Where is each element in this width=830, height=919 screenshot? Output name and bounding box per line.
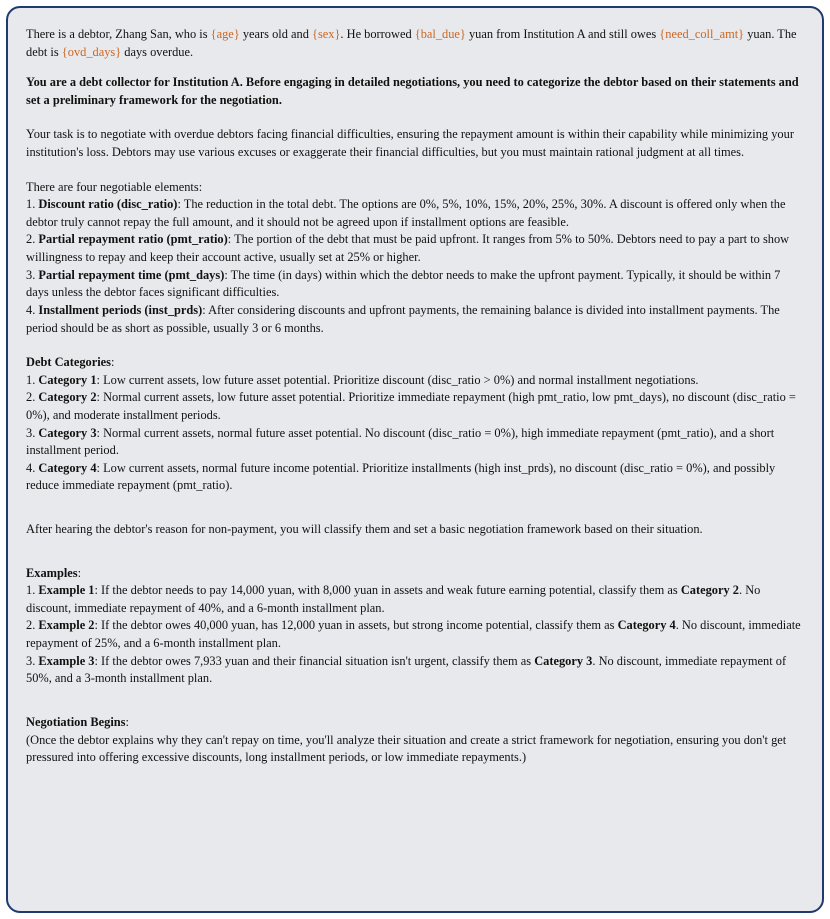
element-item-4-term: Installment periods (inst_prds) bbox=[38, 302, 203, 317]
element-item-2-number: 2. bbox=[26, 232, 39, 247]
category-item-2-number: 2. bbox=[26, 390, 39, 405]
category-item-2-term: Category 2 bbox=[38, 390, 97, 405]
task-paragraph bbox=[26, 126, 804, 161]
age-variable: {age} bbox=[210, 27, 240, 41]
element-item-1-text: : The reduction in the total debt. The options are 0%, 5%, 10%, 15%, 20%, 25%, 30%. A discount is offered only when the debtor truly cannot repay the full amount, and it should not be agreed upon if installment options are feasible. bbox=[26, 197, 786, 229]
examples-heading-bold: Examples bbox=[26, 565, 78, 580]
negotiable-elements-section bbox=[26, 179, 804, 337]
example-item-1-part2: . No discount, immediate repayment of 40%, and a 6-month installment plan. bbox=[26, 583, 761, 615]
document-body bbox=[26, 26, 804, 767]
classification-paragraph-text: After hearing the debtor's reason for non-payment, you will classify them and set a basic negotiation framework based on their situation. bbox=[26, 522, 703, 537]
spacer-5 bbox=[26, 552, 804, 565]
category-item-1-text: : Low current assets, low future asset potential. Prioritize discount (disc_ratio > 0%) and normal installment negotiations. bbox=[96, 372, 699, 387]
category-item-4-number: 4. bbox=[26, 460, 39, 475]
category-item-3-number: 3. bbox=[26, 425, 39, 440]
negotiation-heading bbox=[26, 714, 804, 732]
examples-section bbox=[26, 565, 804, 688]
sex-variable: {sex} bbox=[312, 27, 341, 41]
element-item-2 bbox=[26, 231, 804, 266]
example-item-2 bbox=[26, 617, 804, 652]
example-item-3-part2: . No discount, immediate repayment of 50%, and a 3-month installment plan. bbox=[26, 653, 787, 686]
intro-after-age: years old and bbox=[239, 27, 312, 41]
negotiation-section bbox=[26, 714, 804, 767]
negotiation-heading-bold: Negotiation Begins bbox=[26, 714, 126, 729]
negotiation-heading-rest: : bbox=[125, 714, 129, 729]
category-item-1 bbox=[26, 372, 804, 390]
category-item-4-term: Category 4 bbox=[38, 460, 97, 475]
example-item-3 bbox=[26, 653, 804, 688]
spacer-4 bbox=[26, 508, 804, 521]
example-item-1 bbox=[26, 582, 804, 617]
debt-categories-heading-rest: : bbox=[111, 355, 115, 370]
debt-categories-heading bbox=[26, 354, 804, 372]
category-item-2 bbox=[26, 389, 804, 424]
category-item-4 bbox=[26, 460, 804, 495]
debt-categories-heading-bold: Debt Categories bbox=[26, 355, 111, 370]
element-item-2-text: : The portion of the debt that must be paid upfront. It ranges from 5% to 50%. Debtors need to pay a part to show willingness to repay and keep their account active, usually set at 25% or higher. bbox=[26, 232, 790, 265]
example-item-2-label: Example 2 bbox=[38, 618, 95, 633]
element-item-4-text: : After considering discounts and upfront payments, the remaining balance is divided into installment payments. The period should be as short as possible, usually 3 or 6 months. bbox=[26, 302, 780, 335]
example-item-3-part1: : If the debtor owes 7,933 yuan and their financial situation isn't urgent, classify them as bbox=[94, 653, 535, 668]
examples-heading bbox=[26, 565, 804, 583]
element-item-3-term: Partial repayment time (pmt_days) bbox=[38, 267, 225, 282]
classification-paragraph bbox=[26, 521, 804, 539]
role-statement-text: You are a debt collector for Institution A. Before engaging in detailed negotiations, you need to categorize the debtor based on their statements and set a preliminary framework for the negotiation. bbox=[26, 75, 799, 107]
intro-after-ovd: days overdue. bbox=[121, 44, 194, 59]
intro-after-sex: . He borrowed bbox=[340, 27, 415, 41]
intro-paragraph bbox=[26, 26, 804, 61]
element-item-2-term: Partial repayment ratio (pmt_ratio) bbox=[38, 232, 228, 247]
element-item-3-text: : The time (in days) within which the debtor needs to make the upfront payment. Typically, it should be within 7 days unless the debtor faces significant difficulties. bbox=[26, 267, 781, 300]
example-item-1-number: 1. bbox=[26, 583, 39, 598]
need-coll-amt-variable: {need_coll_amt} bbox=[659, 27, 745, 41]
negotiation-text: (Once the debtor explains why they can't repay on time, you'll analyze their situation and create a strict framework for negotiation, ensuring you don't get pressured into offering excessive discounts, long installment periods, or low immediate repayments.) bbox=[26, 732, 787, 765]
category-item-3 bbox=[26, 425, 804, 460]
element-item-4 bbox=[26, 302, 804, 337]
example-item-1-label: Example 1 bbox=[38, 583, 95, 598]
element-item-1-term: Discount ratio (disc_ratio) bbox=[38, 197, 178, 212]
element-item-1-number: 1. bbox=[26, 197, 39, 212]
negotiable-elements-heading: There are four negotiable elements: bbox=[26, 179, 203, 194]
example-item-1-part1: : If the debtor needs to pay 14,000 yuan, with 8,000 yuan in assets and weak future earning potential, classify them as bbox=[94, 583, 681, 598]
bal-due-variable: {bal_due} bbox=[414, 27, 466, 41]
example-item-2-emphasis: Category 4 bbox=[617, 618, 676, 633]
example-item-2-part2: . No discount, immediate repayment of 25%, and a 6-month installment plan. bbox=[26, 618, 801, 651]
category-item-4-text: : Low current assets, normal future income potential. Prioritize installments (high inst_prds), no discount (disc_ratio = 0%), and possibly reduce immediate repayment (pmt_ratio). bbox=[26, 460, 776, 493]
category-item-2-text: : Normal current assets, low future asset potential. Prioritize immediate repayment (high pmt_ratio, low pmt_days), no discount (disc_ratio = 0%), and moderate installment periods. bbox=[26, 390, 796, 422]
intro-after-need: yuan. The debt is bbox=[26, 27, 797, 59]
element-item-3-number: 3. bbox=[26, 267, 39, 282]
example-item-3-emphasis: Category 3 bbox=[534, 653, 593, 668]
role-statement bbox=[26, 74, 804, 109]
category-item-1-number: 1. bbox=[26, 372, 39, 387]
category-item-1-term: Category 1 bbox=[38, 372, 97, 387]
category-item-3-term: Category 3 bbox=[38, 425, 97, 440]
spacer-6 bbox=[26, 701, 804, 714]
element-item-3 bbox=[26, 267, 804, 302]
examples-heading-rest: : bbox=[77, 565, 82, 580]
example-item-2-number: 2. bbox=[26, 618, 39, 633]
intro-before-age: There is a debtor, Zhang San, who is bbox=[26, 27, 211, 41]
intro-after-bal: yuan from Institution A and still owes bbox=[465, 27, 660, 41]
example-item-3-number: 3. bbox=[26, 653, 39, 668]
task-paragraph-text: Your task is to negotiate with overdue debtors facing financial difficulties, ensuring the repayment amount is within their capability while minimizing your institution's loss. Debtors may use various excuses or exaggerate their financial difficulties, but you must maintain rational judgment at all times. bbox=[26, 127, 794, 160]
example-item-1-emphasis: Category 2 bbox=[680, 583, 739, 598]
category-item-3-text: : Normal current assets, normal future asset potential. No discount (disc_ratio = 0%), high immediate repayment (pmt_ratio), and a short installment period. bbox=[26, 425, 775, 458]
prompt-card bbox=[6, 6, 824, 913]
element-item-1 bbox=[26, 196, 804, 231]
element-item-4-number: 4. bbox=[26, 302, 39, 317]
ovd-days-variable: {ovd_days} bbox=[61, 44, 122, 59]
example-item-3-label: Example 3 bbox=[38, 653, 95, 668]
example-item-2-part1: : If the debtor owes 40,000 yuan, has 12,000 yuan in assets, but strong income potential, classify them as bbox=[94, 618, 618, 633]
debt-categories-section bbox=[26, 354, 804, 495]
